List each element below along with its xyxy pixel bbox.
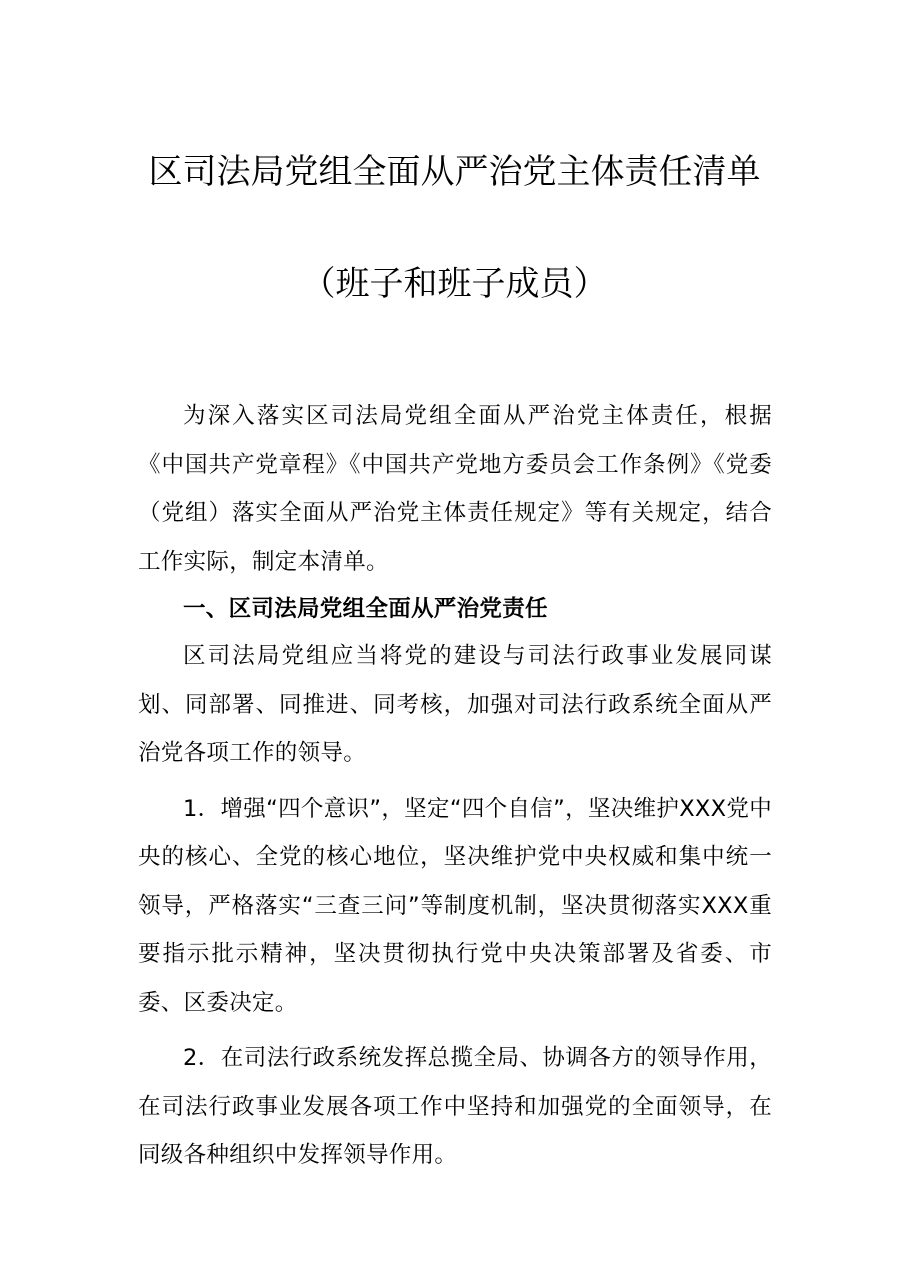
list-item: 1．增强“四个意识”，坚定“四个自信”，坚决维护XXX党中央的核心、全党的核心地位，坚决维护党中央权威和集中统一领导，严格落实“三查三问”等制度机制，坚决贯彻落实XXX重要指示批示精神，坚决贯彻执行党中央决策部署及省委、市委、区委决定。 xyxy=(138,795,772,1016)
document-subtitle: （班子和班子成员） xyxy=(301,264,608,304)
document-body xyxy=(138,392,772,1180)
section-intro-paragraph: 区司法局党组应当将党的建设与司法行政事业发展同谋划、同部署、同推进、同考核，加强对司法行政系统全面从严治党各项工作的领导。 xyxy=(138,643,772,766)
list-item: 2．在司法行政系统发挥总揽全局、协调各方的领导作用，在司法行政事业发展各项工作中坚持和加强党的全面领导，在同级各种组织中发挥领导作用。 xyxy=(138,1045,772,1168)
section-heading: 一、区司法局党组全面从严治党责任 xyxy=(183,596,548,622)
document-title: 区司法局党组全面从严治党主体责任清单 xyxy=(148,152,761,192)
intro-paragraph: 为深入落实区司法局党组全面从严治党主体责任，根据《中国共产党章程》《中国共产党地方委员会工作条例》《党委（党组）落实全面从严治党主体责任规定》等有关规定，结合工作实际，制定本清单。 xyxy=(138,403,772,575)
